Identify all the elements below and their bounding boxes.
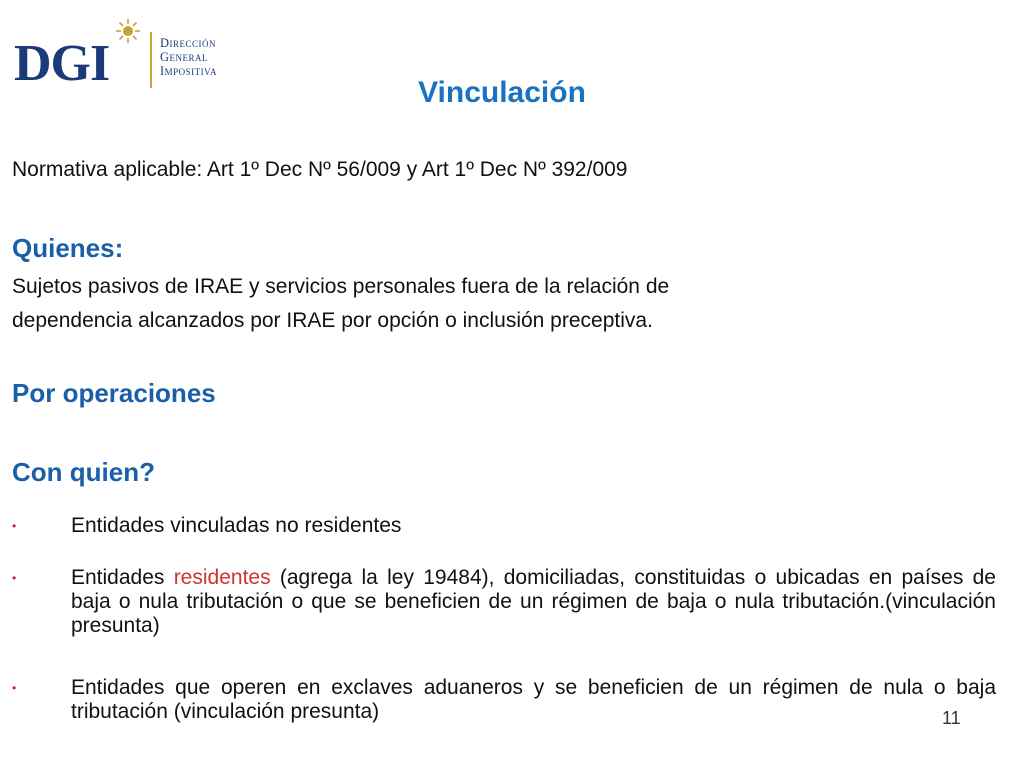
- bullet-text-pre: Entidades: [71, 566, 174, 589]
- bullet-highlight: residentes: [173, 566, 271, 589]
- list-item: [12, 676, 996, 724]
- bullet-list: [12, 514, 996, 724]
- normativa-line: Normativa aplicable: Art 1º Dec Nº 56/009 y Art 1º Dec Nº 392/009: [12, 158, 628, 181]
- logo-wordmark: [160, 36, 217, 78]
- list-item: [12, 514, 996, 538]
- bullet-icon: •: [12, 681, 17, 695]
- logo-word: Impositiva: [160, 64, 218, 78]
- logo-word: General: [160, 50, 209, 64]
- bullet-icon: •: [12, 519, 17, 533]
- bullet-text-post: (agrega la ley 19484), domiciliadas, constituidas o ubicadas en países de baja o nula tributación o que se beneficien de un régimen de baja o nula tributación.(vinculación presunta): [71, 566, 996, 637]
- con-quien-heading: Con quien?: [12, 457, 155, 487]
- sun-emblem-icon: [115, 18, 141, 44]
- quienes-line-2: dependencia alcanzados por IRAE por opción o inclusión preceptiva.: [12, 309, 653, 332]
- quienes-heading: Quienes:: [12, 233, 124, 263]
- por-operaciones-heading: Por operaciones: [12, 378, 216, 408]
- logo-abbreviation: DGI: [14, 35, 110, 92]
- bullet-icon: •: [12, 571, 17, 585]
- quienes-line-1: Sujetos pasivos de IRAE y servicios personales fuera de la relación de: [12, 275, 670, 298]
- bullet-text: Entidades vinculadas no residentes: [71, 514, 402, 537]
- quienes-paragraph: [12, 270, 1002, 338]
- page-number: 11: [942, 708, 961, 728]
- logo-word: Dirección: [160, 36, 217, 50]
- slide-title: Vinculación: [418, 76, 586, 109]
- bullet-text: Entidades que operen en exclaves aduaneros y se beneficien de un régimen de nula o baja tributación (vinculación presunta): [71, 676, 996, 723]
- dgi-logo: [14, 18, 254, 92]
- list-item: [12, 566, 996, 638]
